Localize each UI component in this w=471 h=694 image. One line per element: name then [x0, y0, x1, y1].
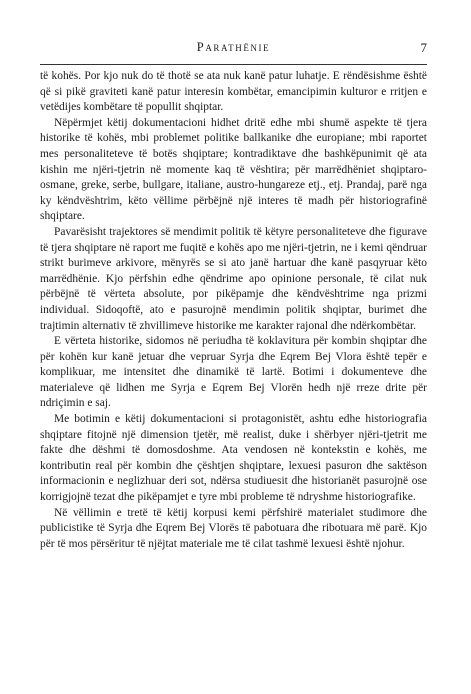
- paragraph: Me botimin e këtij dokumentacioni si protagonistët, ashtu edhe historiografia shqiptare fitojnë një dimension tjetër, më realist, duke i shërbyer njëri-tjetrit me fakte dhe dëshmi të domosdoshme. Ata vendosen në kontekstin e kohës, me kontributin real për kombin dhe çështjen shqiptare, lexuesi pasuron dhe saktëson informacionin e neglizhuar deri sot, ndërsa studiuesit dhe historianët pasurojnë ose korrigjojnë tezat dhe pikëpamjet e tyre mbi probleme të ndryshme historiografike.: [40, 413, 427, 504]
- running-title: Parathënie: [196, 40, 271, 54]
- paragraph: të kohës. Por kjo nuk do të thotë se ata nuk kanë patur luhatje. E rëndësishme është që si pikë graviteti kanë patur interesin kombëtar, emancipimin kulturor e rritjen e vetëdijes kombëtare të popullit shqiptar.: [40, 70, 427, 114]
- paragraph: Në vëllimin e tretë të këtij korpusi kemi përfshirë materialet studimore dhe publicistike të Syrja dhe Eqrem Bej Vlorës të pabotuara dhe ribotuara më parë. Kjo për të mos përsëritur të njëjtat materiale me të cilat tashmë lexuesi është njohur.: [40, 506, 427, 550]
- body-text: [40, 69, 427, 552]
- page-header: [40, 40, 427, 60]
- page-number: 7: [420, 40, 427, 55]
- paragraph: Nëpërmjet këtij dokumentacioni hidhet dritë edhe mbi shumë aspekte të tjera historike të kohës, mbi problemet politike ballkanike dhe europiane; mbi raportet mes personaliteteve të botës shqiptare; kontradiktave dhe bashkëpunimit që ata kishin me njëri-tjetrin në momente kaq të vështira; për marrëdhëniet shqiptaro-osmane, greke, serbe, bullgare, italiane, austro-hungareze etj., etj. Prandaj, parë nga ky këndvështrim, këto vëllime përbëjnë një interes të madh për historiografinë shqiptare.: [40, 116, 427, 223]
- paragraph: E vërteta historike, sidomos në periudha të koklavitura për kombin shqiptar dhe për kohën kur kanë jetuar dhe vepruar Syrja dhe Eqrem Bej Vlora është tepër e komplikuar, me intensitet dhe dinamikë të lartë. Botimi i dokumenteve dhe materialeve që lidhen me Syrja e Eqrem Bej Vlorën hedh një rreze drite për ndriçimin e saj.: [40, 335, 427, 410]
- paragraph: Pavarësisht trajektores së mendimit politik të këtyre personaliteteve dhe figurave të tjera shqiptare në raport me fuqitë e kohës apo me njëri-tjetrin, ne i kemi qëndruar strikt burimeve arkivore, mënyrës se si ato janë hartuar dhe kanë pasqyruar këto marrëdhënie. Kjo përfshin edhe qëndrime apo opinione personale, të cilat nuk përbëjnë të vërteta absolute, por pikëpamje dhe këndvështrime nga prizmi individual. Sidoqoftë, ato e pasurojnë mendimin politik shqiptar, burimet dhe trajtimin alternativ të zhvillimeve historike me karakter rajonal dhe ndërkombëtar.: [40, 225, 427, 332]
- header-rule: [40, 64, 427, 65]
